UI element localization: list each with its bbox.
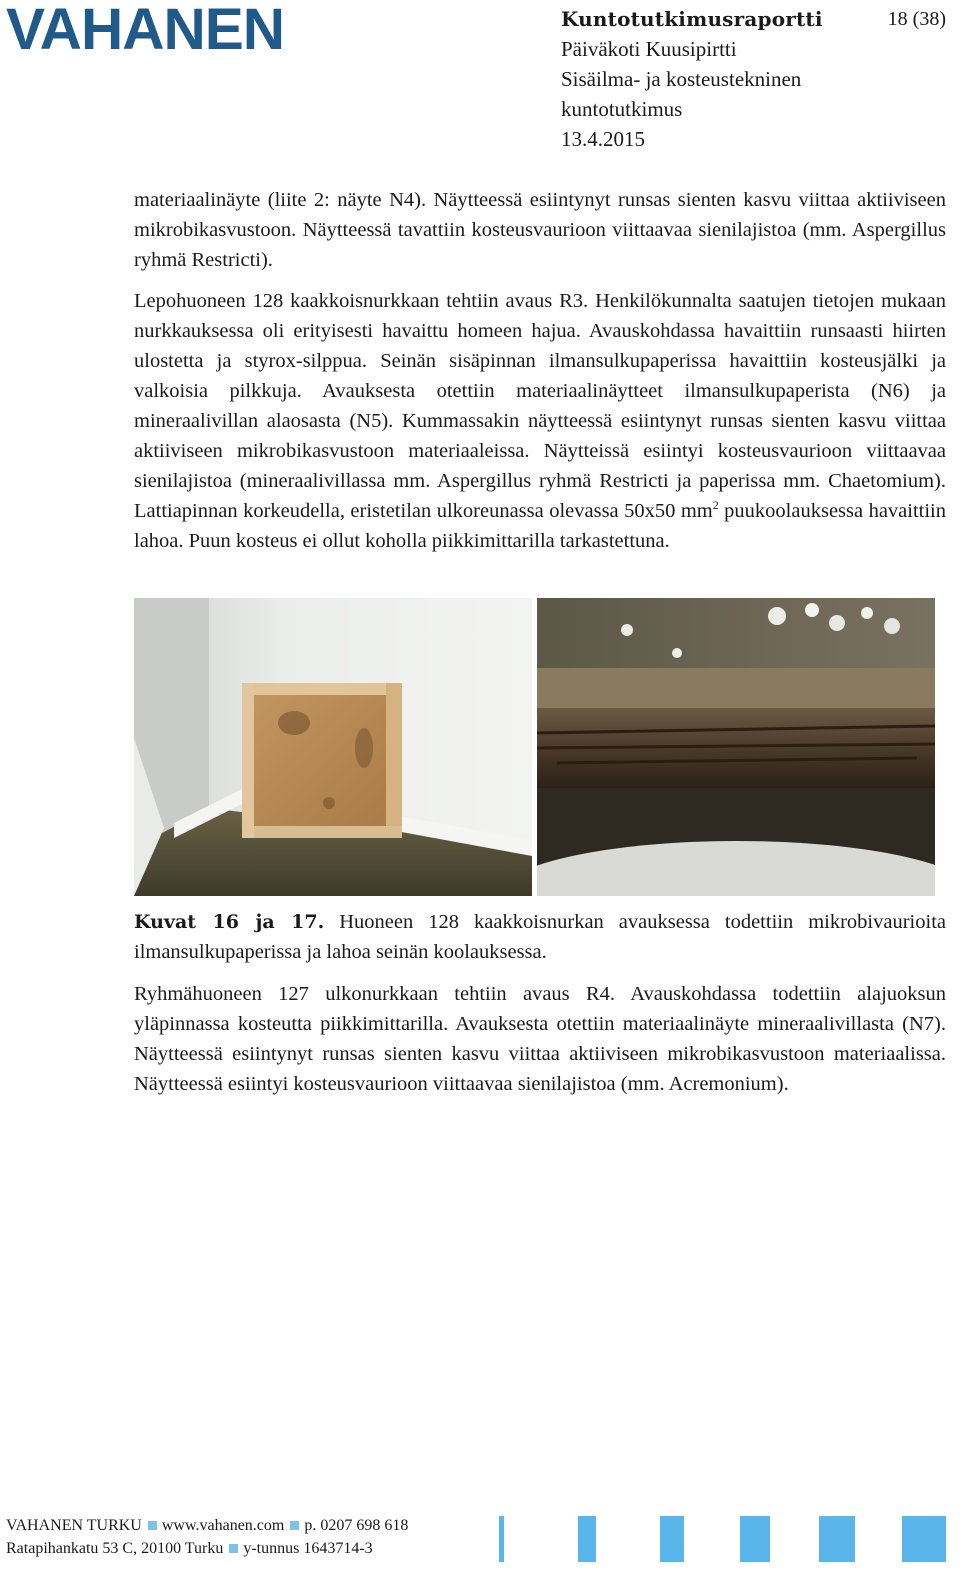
brand-bar xyxy=(819,1516,855,1562)
svg-text:VAHANEN: VAHANEN xyxy=(6,2,284,56)
figure-caption xyxy=(134,907,946,967)
footer-business-id: y-tunnus 1643714-3 xyxy=(243,1540,373,1557)
square-bullet-icon xyxy=(229,1544,238,1553)
footer-phone: p. 0207 698 618 xyxy=(304,1517,409,1534)
report-title: Kuntotutkimusraportti xyxy=(561,7,823,31)
paragraph-opening-r4: Ryhmähuoneen 127 ulkonurkkaan tehtiin avaus R4. Avauskohdassa todettiin alajuoksun yläpinnassa kosteutta piikkimittarilla. Avauksesta otettiin materiaalinäyte mineraalivillasta (N7). Näytteessä esiintynyt runsas sienten kasvu viittaa aktiiviseen mikrobikasvustoon materiaalissa. Näytteessä esiintyi kosteusvaurioon viittaavaa sienilajistoa (mm. Acremonium). xyxy=(134,983,946,1095)
brand-bar xyxy=(578,1516,596,1562)
report-subject-line-2: kuntotutkimus xyxy=(561,97,683,121)
footer-line-1 xyxy=(6,1514,408,1537)
photo-16-wall-opening xyxy=(134,598,532,896)
photo-17-decayed-stud xyxy=(537,598,935,896)
paragraph-opening-r3-text: Lepohuoneen 128 kaakkoisnurkkaan tehtiin avaus R3. Henkilökunnalta saatujen tietojen mukaan nurkkauksessa oli erityisesti havaittu homeen hajua. Avauskohdassa havaittiin runsaasti hiirten ulostetta ja styrox-silppua. Seinän sisäpinnan ilmansulkupaperissa havaittiin kosteusjälki ja valkoisia pilkkuja. Avauksesta otettiin materiaalinäytteet ilmansulkupaperista (N6) ja mineraalivillan alaosasta (N5). Kummassakin näytteessä esiintynyt runsas sienten kasvu viittaa aktiiviseen mikrobikasvustoon materiaaleissa. Näytteissä esiintyi kosteusvaurioon viittaavaa sienilajistoa (mineraalivillassa mm. Aspergillus ryhmä Restricti ja paperissa mm. Chaetomium). Lattiapinnan korkeudella, eristetilan ulkoreunassa olevassa 50x50 mm xyxy=(134,290,946,522)
brand-bar xyxy=(902,1516,946,1562)
paragraph-opening-r3 xyxy=(134,286,946,556)
footer-office: VAHANEN TURKU xyxy=(6,1517,142,1534)
paragraph-opening-r3-text-end: puukoolauksessa havaittiin lahoa. Puun kosteus ei ollut koholla piikkimittarilla tarkastettuna. xyxy=(134,500,946,552)
footer-brand-bars xyxy=(495,1516,950,1562)
vahanen-logo xyxy=(6,2,286,56)
page-footer xyxy=(6,1514,408,1560)
footer-address: Ratapihankatu 53 C, 20100 Turku xyxy=(6,1540,224,1557)
report-subject-line-1: Sisäilma- ja kosteustekninen xyxy=(561,67,802,91)
paragraph-sample-n4: materiaalinäyte (liite 2: näyte N4). Näytteessä esiintynyt runsas sienten kasvu viittaa aktiiviseen mikrobikasvustoon. Näytteessä tavattiin kosteusvaurioon viittaavaa sienilajistoa (mm. Aspergillus ryhmä Restricti). xyxy=(134,189,946,271)
square-bullet-icon xyxy=(290,1521,299,1530)
site-name: Päiväkoti Kuusipirtti xyxy=(561,37,737,61)
square-bullet-icon xyxy=(148,1521,157,1530)
footer-website: www.vahanen.com xyxy=(161,1517,285,1534)
page-number: 18 (38) xyxy=(887,8,946,30)
brand-bar xyxy=(499,1516,504,1562)
figure-caption-label: Kuvat 16 ja 17. xyxy=(134,911,325,933)
figure-caption-text: Huoneen 128 kaakkoisnurkan avauksessa todettiin mikrobivaurioita ilmansulkupaperissa ja lahoa seinän koolauksessa. xyxy=(134,911,946,963)
brand-bar xyxy=(660,1516,684,1562)
brand-bar xyxy=(740,1516,770,1562)
superscript-2: 2 xyxy=(712,498,719,513)
footer-line-2 xyxy=(6,1537,408,1560)
report-date: 13.4.2015 xyxy=(561,127,645,151)
